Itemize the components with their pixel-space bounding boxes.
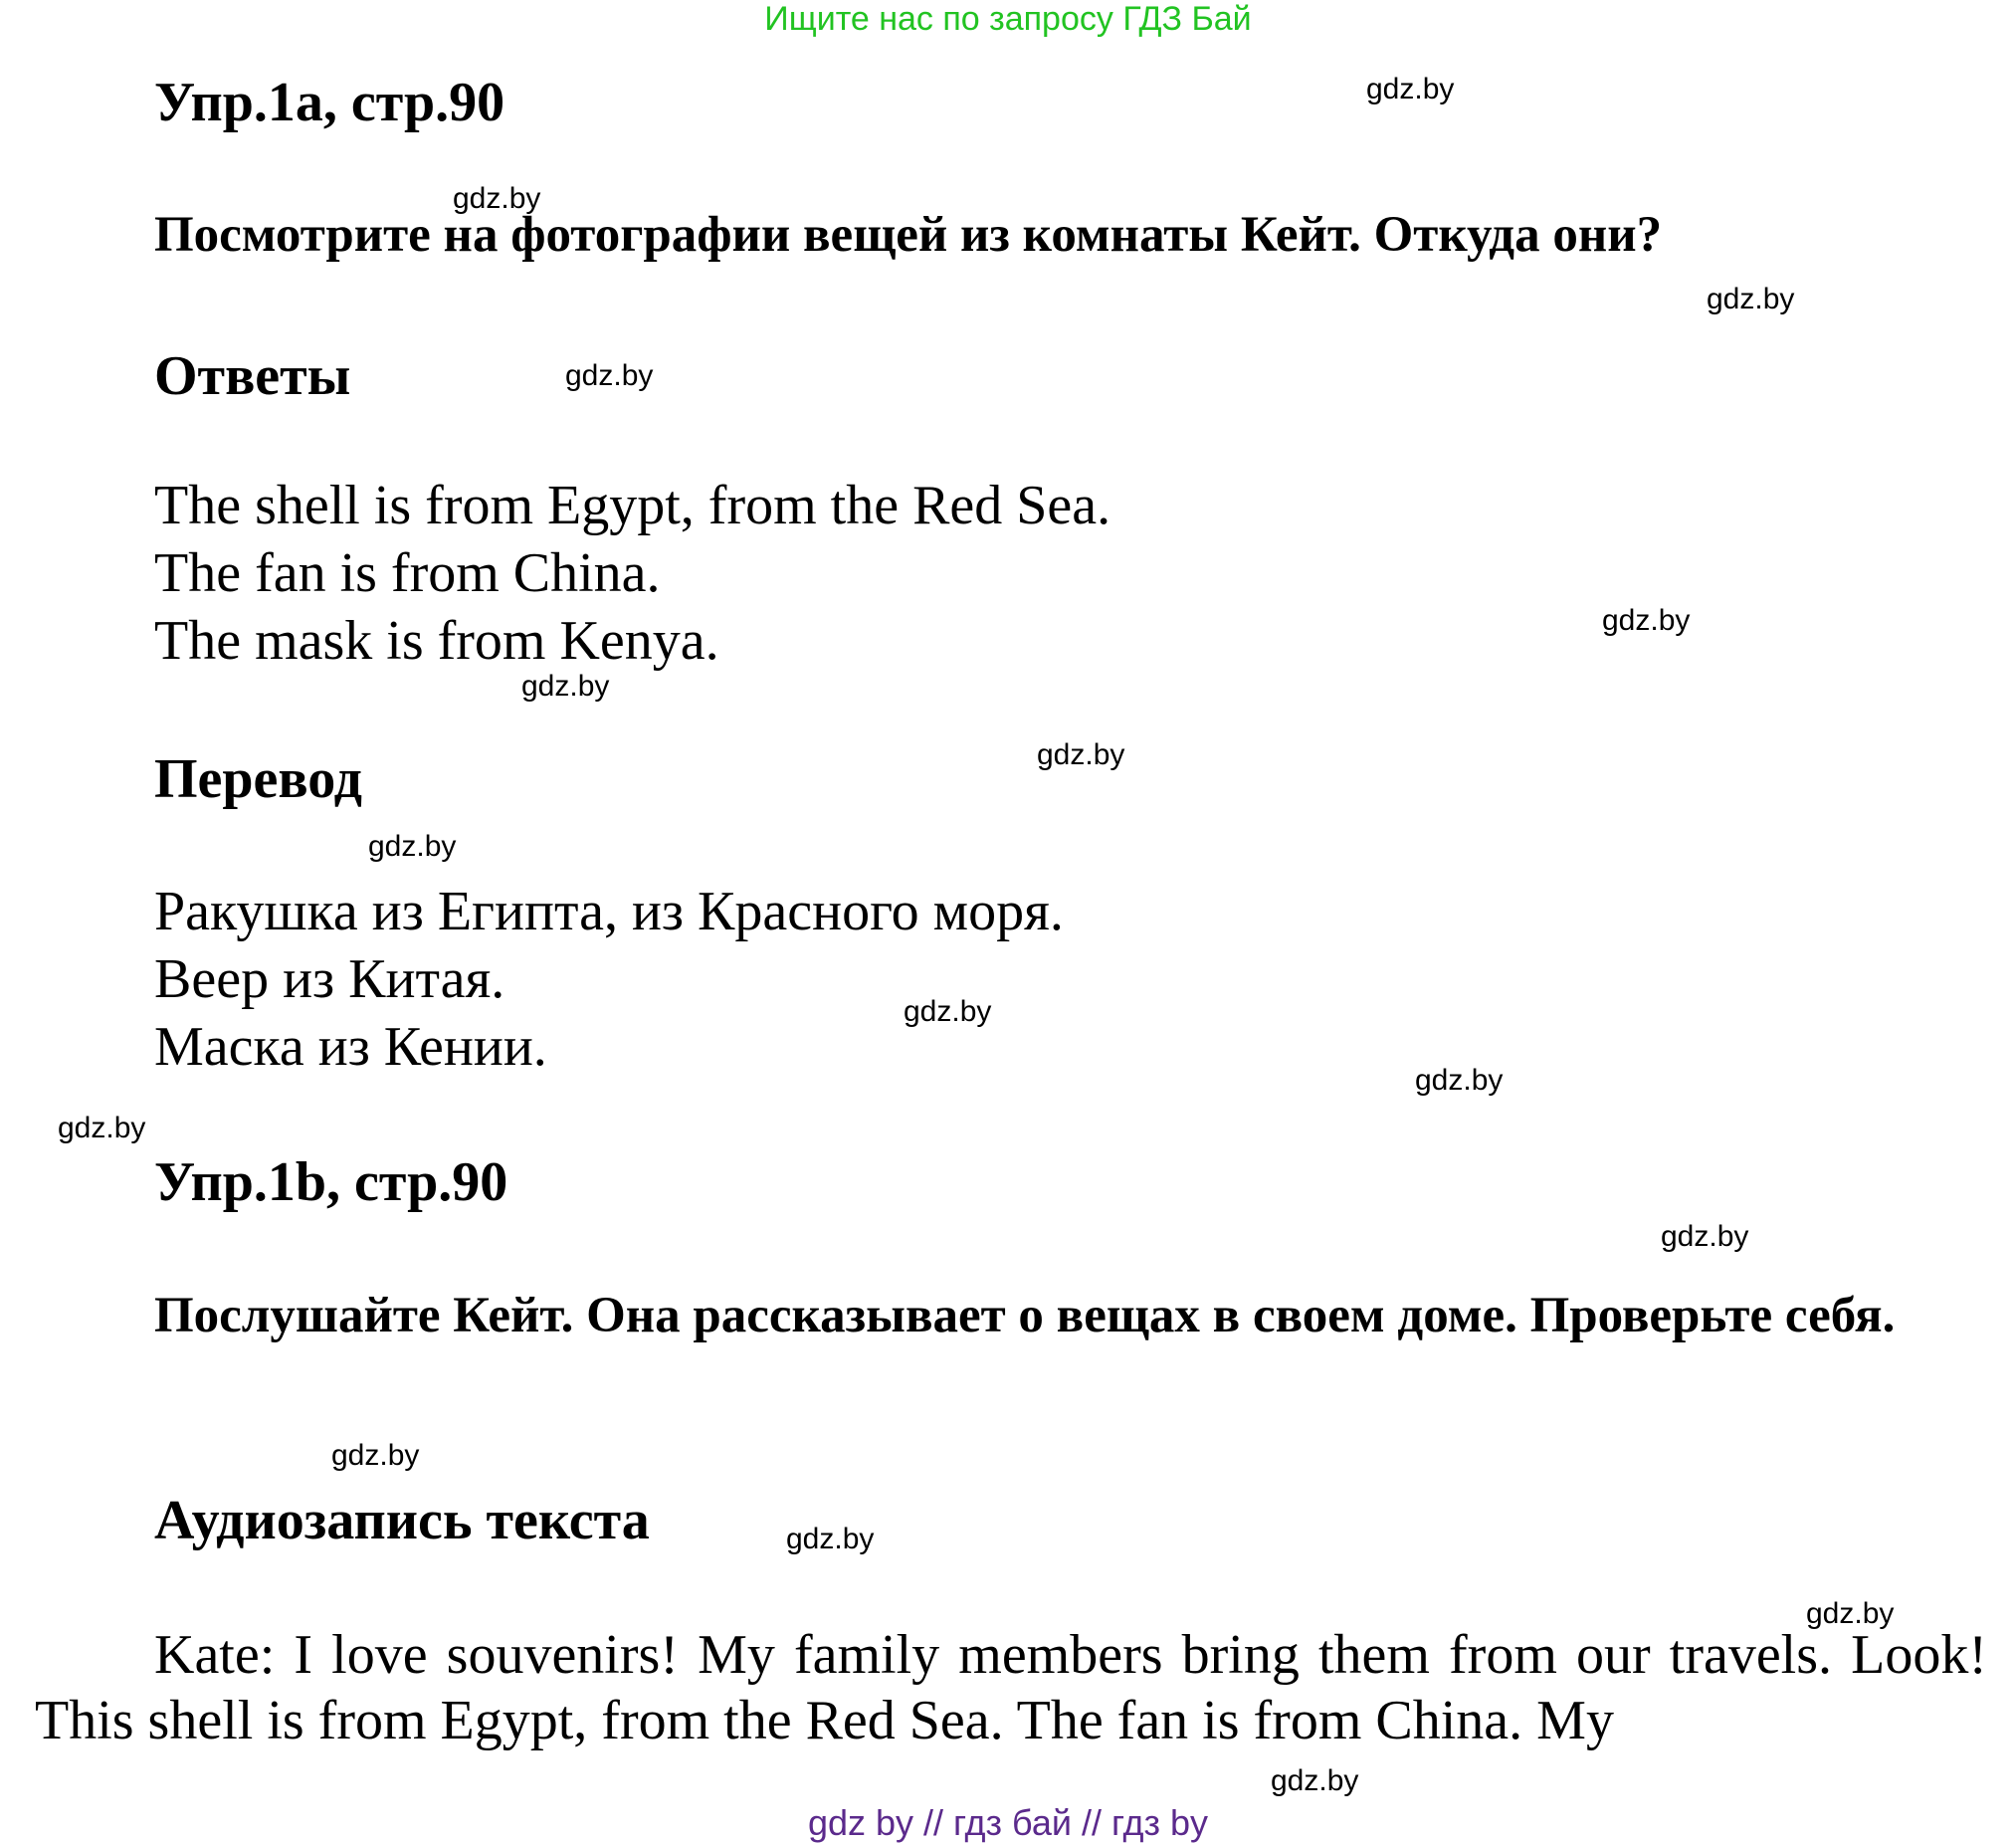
watermark: gdz.by	[565, 359, 654, 392]
translation-line-1: Ракушка из Египта, из Красного моря.	[154, 881, 1064, 942]
exercise-1a-title: Упр.1a, стр.90	[154, 72, 505, 133]
watermark: gdz.by	[1271, 1764, 1359, 1797]
watermark: gdz.by	[368, 830, 457, 863]
answer-line-2: The fan is from China.	[154, 542, 661, 604]
watermark: gdz.by	[1806, 1597, 1895, 1630]
watermark: gdz.by	[786, 1523, 875, 1555]
answers-heading: Ответы	[154, 345, 351, 407]
translation-heading: Перевод	[154, 748, 362, 810]
watermark: gdz.by	[1707, 283, 1795, 315]
watermark: gdz.by	[521, 670, 610, 703]
audio-heading: Аудиозапись текста	[154, 1490, 650, 1551]
watermark: gdz.by	[58, 1112, 146, 1144]
exercise-1b-task-text: Послушайте Кейт. Она рассказывает о вещах в своем доме. Проверьте себя.	[154, 1288, 1896, 1343]
watermark: gdz.by	[453, 182, 541, 215]
audio-text-content: Kate: I love souvenirs! My family members bring them from our travels. Look! This shell is from Egypt, from the Red Sea. The fan is from China. My	[35, 1624, 1987, 1751]
exercise-1b-task	[35, 1283, 1987, 1348]
audio-text	[35, 1622, 1987, 1753]
translation-line-3: Маска из Кении.	[154, 1016, 547, 1078]
watermark: gdz.by	[1037, 738, 1125, 771]
translation-line-2: Веер из Китая.	[154, 948, 505, 1010]
exercise-1a-task: Посмотрите на фотографии вещей из комнаты Кейт. Откуда они?	[154, 207, 1663, 263]
watermark: gdz.by	[1415, 1064, 1504, 1097]
watermark: gdz.by	[1602, 604, 1691, 637]
footer-links: gdz by // гдз бай // гдз by	[807, 1802, 1209, 1843]
answer-line-1: The shell is from Egypt, from the Red Sea.	[154, 475, 1111, 536]
watermark: gdz.by	[1661, 1220, 1749, 1253]
watermark: gdz.by	[331, 1439, 420, 1472]
answer-line-3: The mask is from Kenya.	[154, 610, 719, 672]
watermark: gdz.by	[1366, 73, 1455, 105]
top-banner: Ищите нас по запросу ГДЗ Бай	[764, 0, 1252, 38]
exercise-1b-title: Упр.1b, стр.90	[154, 1151, 508, 1213]
watermark: gdz.by	[904, 995, 992, 1028]
